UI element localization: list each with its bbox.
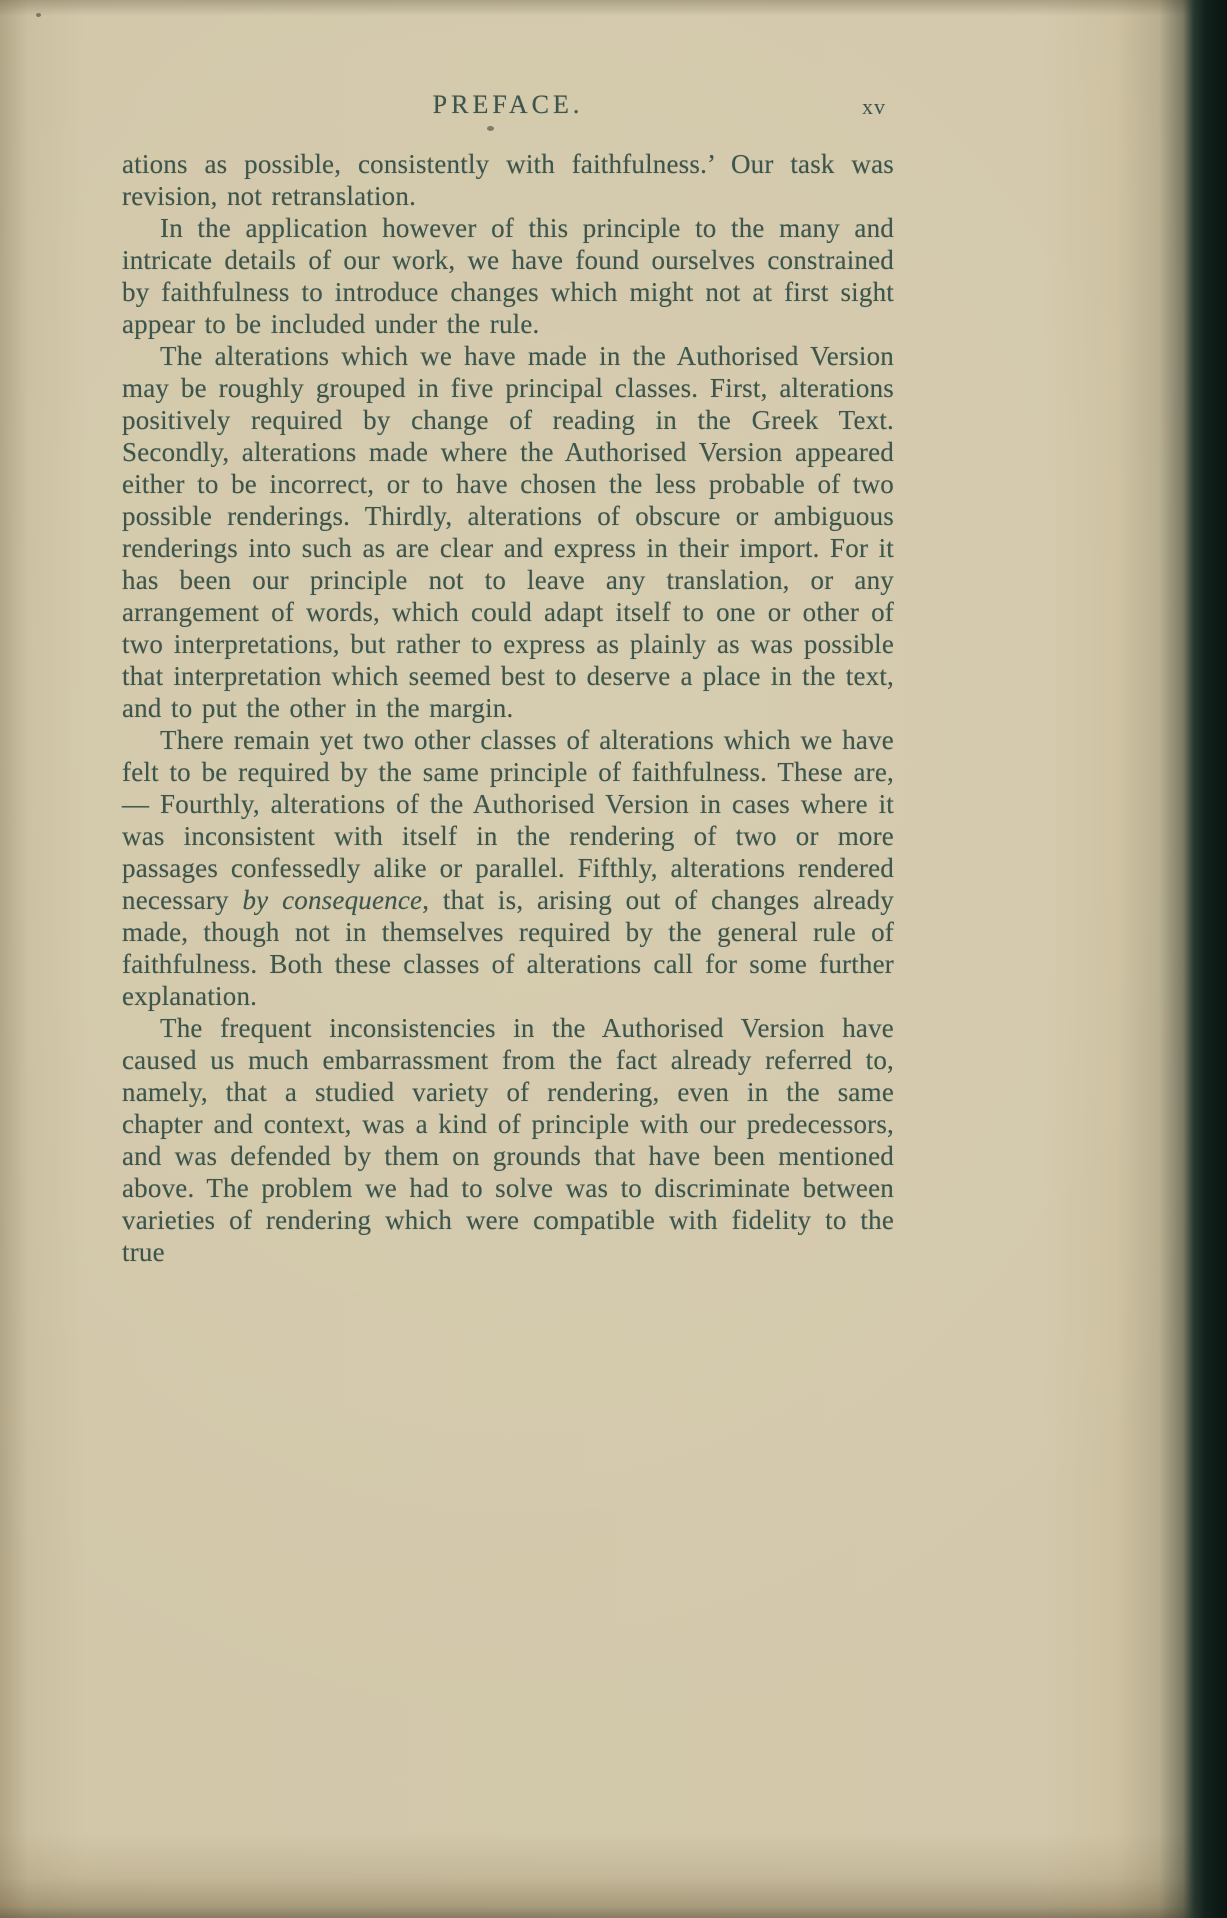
page-header: [122, 90, 894, 124]
text-run: ations as possible, consistently with faithfulness.’ Our task was revision, not retranslation.: [122, 149, 894, 211]
page-bottom-shadow: [0, 1833, 1227, 1918]
paragraph: [122, 1012, 894, 1268]
ink-speck: [487, 126, 494, 131]
page-title: PREFACE.: [432, 90, 584, 119]
text-run: The alterations which we have made in the Authorised Version may be roughly grouped in five principal classes. First, alterations positively required by change of reading in the Greek Text. Secondly, alterations made where the Authorised Version appeared either to be incorrect, or to have chosen the less probable of two possible renderings. Thirdly, alterations of obscure or ambiguous renderings into such as are clear and express in their import. For it has been our principle not to leave any translation, or any arrangement of words, which could adapt itself to one or other of two interpretations, but rather to express as plainly as was possible that interpretation which seemed best to deserve a place in the text, and to put the other in the margin.: [122, 341, 894, 723]
page-left-shadow: [0, 0, 28, 1918]
italic-text-run: by consequence: [242, 885, 423, 915]
page-edge-shadow: [1117, 0, 1227, 1918]
page-body: [122, 148, 894, 1268]
page-top-shadow: [0, 0, 1227, 16]
text-run: , that is, arising out of changes already made, though not in themselves required by the general rule of faithfulness. Both these classes of alterations call for some further explanation.: [122, 885, 895, 1011]
paragraph: [122, 340, 894, 724]
page-number: xv: [862, 94, 886, 119]
text-run: The frequent inconsistencies in the Authorised Version have caused us much embarrassment from the fact already referred to, namely, that a studied variety of rendering, even in the same chapter and context, was a kind of principle with our predecessors, and was defended by them on grounds that have been mentioned above. The problem we had to solve was to discriminate between varieties of rendering which were compatible with fidelity to the true: [122, 1013, 894, 1267]
paragraph: [122, 212, 894, 340]
paragraph: [122, 148, 894, 212]
paragraph: [122, 724, 894, 1012]
text-run: There remain yet two other classes of alterations which we have felt to be required by the same principle of faithfulness. These are, — Fourthly, alterations of the Authorised Version in cases where it was inconsistent with itself in the rendering of two or more passages confessedly alike or parallel. Fifthly, alterations rendered necessary: [122, 725, 894, 915]
text-run: In the application however of this principle to the many and intricate details of our work, we have found ourselves constrained by faithfulness to introduce changes which might not at first sight appear to be included under the rule.: [122, 213, 894, 339]
